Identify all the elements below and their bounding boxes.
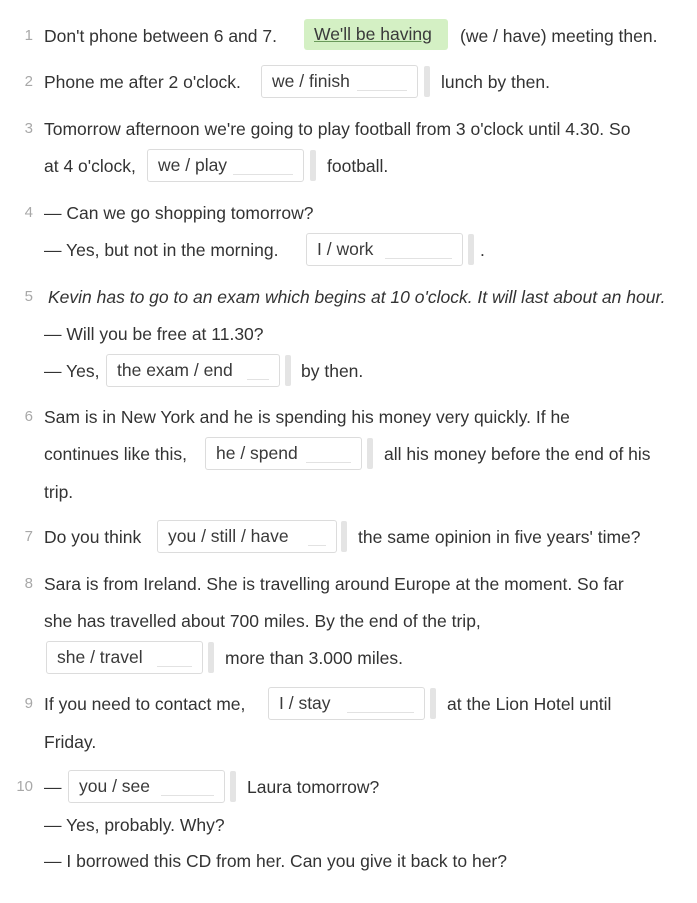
- input-underline: [357, 90, 407, 91]
- item-text: Laura tomorrow?: [247, 777, 380, 797]
- item-text: Sam is in New York and he is spending his money very quickly. If he: [44, 407, 570, 427]
- item-text: — Can we go shopping tomorrow?: [44, 203, 314, 223]
- answer-input[interactable]: [268, 687, 425, 720]
- answer-input[interactable]: [261, 65, 418, 98]
- drag-handle[interactable]: [367, 438, 373, 469]
- item-number: 1: [24, 27, 33, 44]
- input-underline: [308, 545, 326, 546]
- drag-handle[interactable]: [430, 688, 436, 719]
- drag-handle[interactable]: [468, 234, 474, 265]
- item-text: — Yes,: [44, 361, 100, 381]
- item-number: 5: [24, 288, 33, 305]
- item-text: — Will you be free at 11.30?: [44, 324, 264, 344]
- answer-input[interactable]: [306, 233, 463, 266]
- item-text: by then.: [301, 361, 364, 381]
- item-number: 6: [24, 408, 33, 425]
- item-text: .: [480, 240, 485, 260]
- input-hint: I / stay: [279, 693, 331, 713]
- input-hint: he / spend: [216, 443, 298, 463]
- input-underline: [306, 462, 351, 463]
- input-underline: [157, 666, 192, 667]
- answer-input[interactable]: [106, 354, 280, 387]
- item-number: 8: [24, 575, 33, 592]
- drag-handle[interactable]: [285, 355, 291, 386]
- input-underline: [247, 379, 269, 380]
- item-text: lunch by then.: [441, 72, 550, 92]
- item-text: more than 3.000 miles.: [225, 648, 404, 668]
- item-text: —: [44, 777, 62, 797]
- item-text: — Yes, probably. Why?: [44, 815, 225, 835]
- drag-handle[interactable]: [208, 642, 214, 673]
- item-text: at 4 o'clock,: [44, 156, 136, 176]
- item-text: football.: [327, 156, 389, 176]
- item-text: — I borrowed this CD from her. Can you give it back to her?: [44, 851, 507, 871]
- drag-handle[interactable]: [230, 771, 236, 802]
- item-text: at the Lion Hotel until: [447, 694, 612, 714]
- input-hint: the exam / end: [117, 360, 233, 380]
- input-hint: she / travel: [57, 647, 143, 667]
- item-text: the same opinion in five years' time?: [358, 527, 641, 547]
- input-hint: you / still / have: [168, 526, 289, 546]
- drag-handle[interactable]: [424, 66, 430, 97]
- drag-handle[interactable]: [310, 150, 316, 181]
- input-underline: [385, 258, 452, 259]
- item-number: 10: [16, 778, 33, 795]
- answer-input[interactable]: [157, 520, 337, 553]
- answer-input[interactable]: [205, 437, 362, 470]
- answer-filled[interactable]: We'll be having: [304, 19, 448, 50]
- item-text: all his money before the end of his: [384, 444, 651, 464]
- item-number: 9: [24, 695, 33, 712]
- item-number: 4: [24, 204, 33, 221]
- item-text: — Yes, but not in the morning.: [44, 240, 279, 260]
- item-number: 2: [24, 73, 33, 90]
- item-number: 3: [24, 120, 33, 137]
- input-underline: [161, 795, 214, 796]
- input-underline: [347, 712, 414, 713]
- answer-input[interactable]: [68, 770, 225, 803]
- drag-handle[interactable]: [341, 521, 347, 552]
- item-text: Friday.: [44, 732, 97, 752]
- input-hint: we / finish: [272, 71, 350, 91]
- item-text: trip.: [44, 482, 74, 502]
- item-text: (we / have) meeting then.: [460, 26, 658, 46]
- input-hint: you / see: [79, 776, 151, 796]
- item-context: Kevin has to go to an exam which begins at 10 o'clock. It will last about an hour.: [48, 287, 666, 307]
- item-text: Tomorrow afternoon we're going to play football from 3 o'clock until 4.30. So: [44, 119, 631, 139]
- input-hint: I / work: [317, 239, 374, 259]
- input-hint: we / play: [158, 155, 228, 175]
- answer-input[interactable]: [147, 149, 304, 182]
- item-number: 7: [24, 528, 33, 545]
- answer-input[interactable]: [46, 641, 203, 674]
- item-text: she has travelled about 700 miles. By the end of the trip,: [44, 611, 481, 631]
- item-text: Phone me after 2 o'clock.: [44, 72, 241, 92]
- input-underline: [233, 174, 293, 175]
- item-text: If you need to contact me,: [44, 694, 246, 714]
- item-text: continues like this,: [44, 444, 187, 464]
- item-text: Don't phone between 6 and 7.: [44, 26, 277, 46]
- item-text: Sara is from Ireland. She is travelling around Europe at the moment. So far: [44, 574, 624, 594]
- item-text: Do you think: [44, 527, 142, 547]
